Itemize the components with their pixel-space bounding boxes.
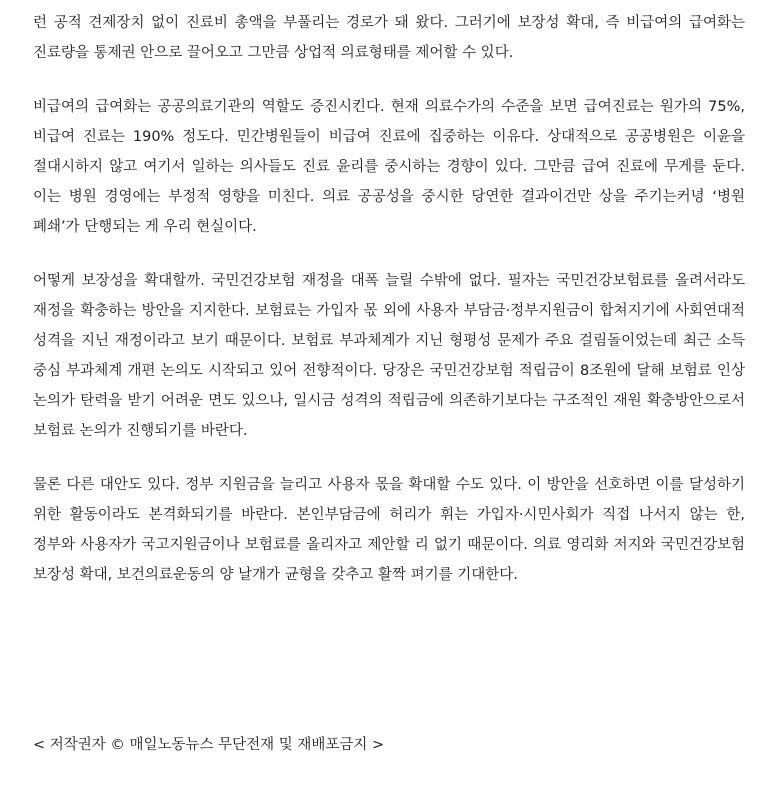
- article-paragraph: 런 공적 견제장치 없이 진료비 총액을 부풀리는 경로가 돼 왔다. 그러기에 보장성 확대, 즉 비급여의 급여화는 진료량을 통제권 안으로 끌어오고 그만큼 상업적 의료형태를 제어할 수 있다.: [33, 15, 745, 61]
- copyright-notice: < 저작권자 © 매일노동뉴스 무단전재 및 재배포금지 >: [33, 737, 385, 753]
- article-body: [33, 8, 745, 614]
- article-paragraph: 비급여의 급여화는 공공의료기관의 역할도 증진시킨다. 현재 의료수가의 수준을 보면 급여진료는 원가의 75%, 비급여 진료는 190% 정도다. 민간병원들이 비급여 진료에 집중하는 이유다. 상대적으로 공공병원은 이윤을 절대시하지 않고 여기서 일하는 의사들도 진료 윤리를 중시하는 경향이 있다. 그만큼 급여 진료에 무게를 둔다. 이는 병원 경영에는 부정적 영향을 미친다. 의료 공공성을 중시한 당연한 결과이건만 상을 주기는커녕 ‘병원 폐쇄’가 단행되는 게 우리 현실이다.: [33, 99, 745, 235]
- article-paragraph: 어떻게 보장성을 확대할까. 국민건강보험 재정을 대폭 늘릴 수밖에 없다. 필자는 국민건강보험료를 올려서라도 재정을 확충하는 방안을 지지한다. 보험료는 가입자 몫 외에 사용자 부담금·정부지원금이 합쳐지기에 사회연대적 성격을 지닌 재정이라고 보기 때문이다. 보험료 부과체계가 지닌 형평성 문제가 주요 걸림돌이었는데 최근 소득 중심 부과체계 개편 논의도 시작되고 있어 전향적이다. 당장은 국민건강보험 적립금이 8조원에 달해 보험료 인상 논의가 탄력을 받기 어려운 면도 있으나, 일시금 성격의 적립금에 의존하기보다는 구조적인 재원 확충방안으로서 보험료 논의가 진행되기를 바란다.: [33, 273, 745, 439]
- article-paragraph: 물론 다른 대안도 있다. 정부 지원금을 늘리고 사용자 몫을 확대할 수도 있다. 이 방안을 선호하면 이를 달성하기 위한 활동이라도 본격화되기를 바란다. 본인부담금에 허리가 휘는 가입자·시민사회가 직접 나서지 않는 한, 정부와 사용자가 국고지원금이나 보험료를 올리자고 제안할 리 없기 때문이다. 의료 영리화 저지와 국민건강보험 보장성 확대, 보건의료운동의 양 날개가 균형을 갖추고 활짝 펴기를 기대한다.: [33, 477, 745, 583]
